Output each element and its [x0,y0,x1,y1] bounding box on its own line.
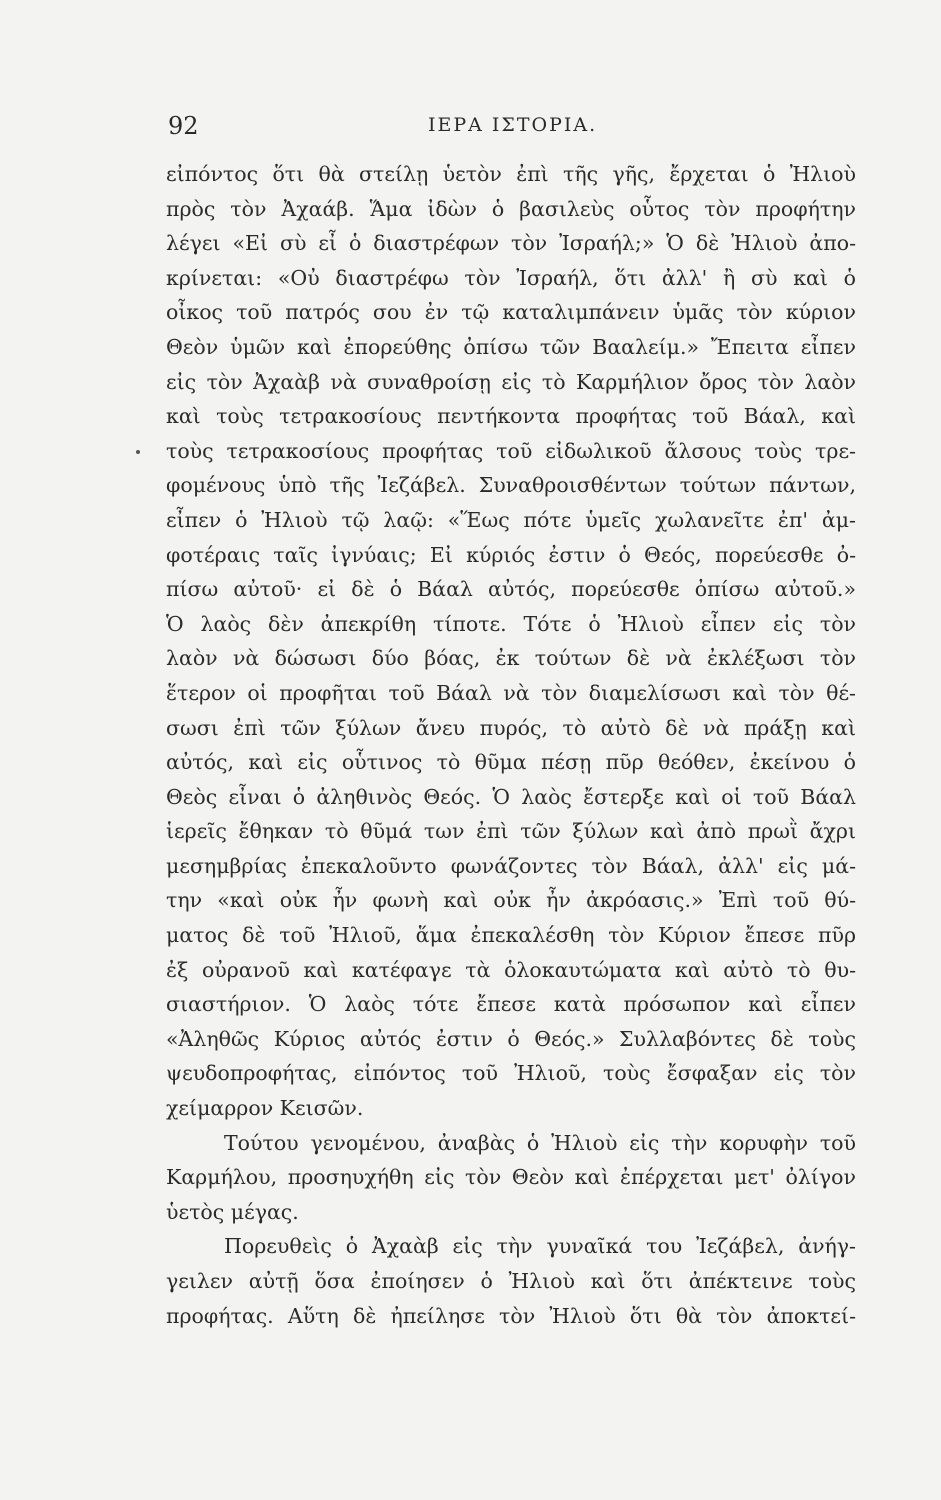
text-line: ἐξ οὐρανοῦ καὶ κατέφαγε τὰ ὁλοκαυτώματα καὶ αὐτὸ τὸ θυ- [166,957,856,982]
text-line: φομένους ὑπὸ τῆς Ἰεζάβελ. Συναθροισθέντων τούτων πάντων, [166,473,856,498]
text-line: γειλεν αὐτῇ ὅσα ἐποίησεν ὁ Ἠλιοὺ καὶ ὅτι ἀπέκτεινε τοὺς [166,1269,856,1293]
page-number: 92 [168,112,199,140]
text-line: σωσι ἐπὶ τῶν ξύλων ἄνευ πυρός, τὸ αὐτὸ δὲ νὰ πράξῃ καὶ [166,715,856,740]
text-line: Πορευθεὶς ὁ Ἀχαὰβ εἰς τὴν γυναῖκά του Ἰεζάβελ, ἀνήγ- [224,1234,856,1259]
text-line: «Ἀληθῶς Κύριος αὐτός ἐστιν ὁ Θεός.» Συλλαβόντες δὲ τοὺς [166,1026,856,1051]
text-line: την «καὶ οὐκ ἦν φωνὴ καὶ οὐκ ἦν ἀκρόασις.» Ἐπὶ τοῦ θύ- [166,888,856,913]
text-line: εἰπόντος ὅτι θὰ στείλῃ ὑετὸν ἐπὶ τῆς γῆς, ἔρχεται ὁ Ἠλιοὺ [166,162,856,186]
text-line: μεσημβρίας ἐπεκαλοῦντο φωνάζοντες τὸν Βάαλ, ἀλλ' εἰς μά- [166,853,856,878]
body-text [166,157,856,1333]
text-line: κρίνεται: «Οὐ διαστρέφω τὸν Ἰσραήλ, ὅτι ἀλλ' ἢ σὺ καὶ ὁ [166,265,856,290]
text-line: πρὸς τὸν Ἀχαάβ. Ἅμα ἰδὼν ὁ βασιλεὺς οὗτος τὸν προφήτην [166,196,856,221]
text-line: πίσω αὐτοῦ· εἰ δὲ ὁ Βάαλ αὐτός, πορεύεσθε ὀπίσω αὐτοῦ.» [166,577,856,602]
text-line: ἕτερον οἱ προφῆται τοῦ Βάαλ νὰ τὸν διαμελίσωσι καὶ τὸν θέ- [166,680,856,705]
text-line: χείμαρρον Κεισῶν. [166,1096,364,1121]
margin-dot [136,450,140,454]
text-line: φοτέραις ταῖς ἰγνύαις; Εἰ κύριός ἐστιν ὁ Θεός, πορεύεσθε ὀ- [166,542,856,567]
text-line: καὶ τοὺς τετρακοσίους πεντήκοντα προφήτας τοῦ Βάαλ, καὶ [166,404,856,429]
text-line: ὑετὸς μέγας. [166,1199,299,1224]
text-line: προφήτας. Αὕτη δὲ ἠπείλησε τὸν Ἠλιοὺ ὅτι θὰ τὸν ἀποκτεί- [166,1303,856,1328]
text-line: τοὺς τετρακοσίους προφήτας τοῦ εἰδωλικοῦ ἄλσους τοὺς τρε- [166,438,856,463]
text-line: σιαστήριον. Ὁ λαὸς τότε ἔπεσε κατὰ πρόσωπον καὶ εἶπεν [166,992,856,1017]
text-line: Καρμήλου, προσηυχήθη εἰς τὸν Θεὸν καὶ ἐπέρχεται μετ' ὀλίγον [166,1165,856,1190]
text-line: οἶκος τοῦ πατρός σου ἐν τῷ καταλιμπάνειν ὑμᾶς τὸν κύριον [166,300,856,325]
text-line: ψευδοπροφήτας, εἰπόντος τοῦ Ἠλιοῦ, τοὺς ἔσφαξαν εἰς τὸν [166,1061,856,1086]
text-line: αὐτός, καὶ εἰς οὗτινος τὸ θῦμα πέσῃ πῦρ θεόθεν, ἐκείνου ὁ [166,750,856,775]
text-line: Θεὸν ὑμῶν καὶ ἐπορεύθης ὀπίσω τῶν Βααλείμ.» Ἔπειτα εἶπεν [166,334,856,359]
text-line: λαὸν νὰ δώσωσι δύο βόας, ἐκ τούτων δὲ νὰ ἐκλέξωσι τὸν [166,646,856,671]
text-line: εἰς τὸν Ἀχαὰβ νὰ συναθροίσῃ εἰς τὸ Καρμήλιον ὄρος τὸν λαὸν [166,369,856,394]
text-line: Τούτου γενομένου, ἀναβὰς ὁ Ἠλιοὺ εἰς τὴν κορυφὴν τοῦ [224,1130,856,1155]
page-header [168,112,848,148]
text-line: λέγει «Εἰ σὺ εἶ ὁ διαστρέφων τὸν Ἰσραήλ;» Ὁ δὲ Ἠλιοὺ ἀπο- [166,231,856,256]
text-line: ἱερεῖς ἔθηκαν τὸ θῦμά των ἐπὶ τῶν ξύλων καὶ ἀπὸ πρωῒ ἄχρι [166,819,856,844]
text-line: Ὁ λαὸς δὲν ἀπεκρίθη τίποτε. Τότε ὁ Ἠλιοὺ εἶπεν εἰς τὸν [166,611,856,636]
running-head: ΙΕΡΑ ΙΣΤΟΡΙΑ. [428,114,598,136]
text-line: εἶπεν ὁ Ἠλιοὺ τῷ λαῷ: «Ἕως πότε ὑμεῖς χωλανεῖτε ἐπ' ἀμ- [166,507,856,532]
text-line: Θεὸς εἶναι ὁ ἀληθινὸς Θεός. Ὁ λαὸς ἔστερξε καὶ οἱ τοῦ Βάαλ [166,784,856,809]
text-line: ματος δὲ τοῦ Ἠλιοῦ, ἅμα ἐπεκαλέσθη τὸν Κύριον ἔπεσε πῦρ [166,923,856,948]
